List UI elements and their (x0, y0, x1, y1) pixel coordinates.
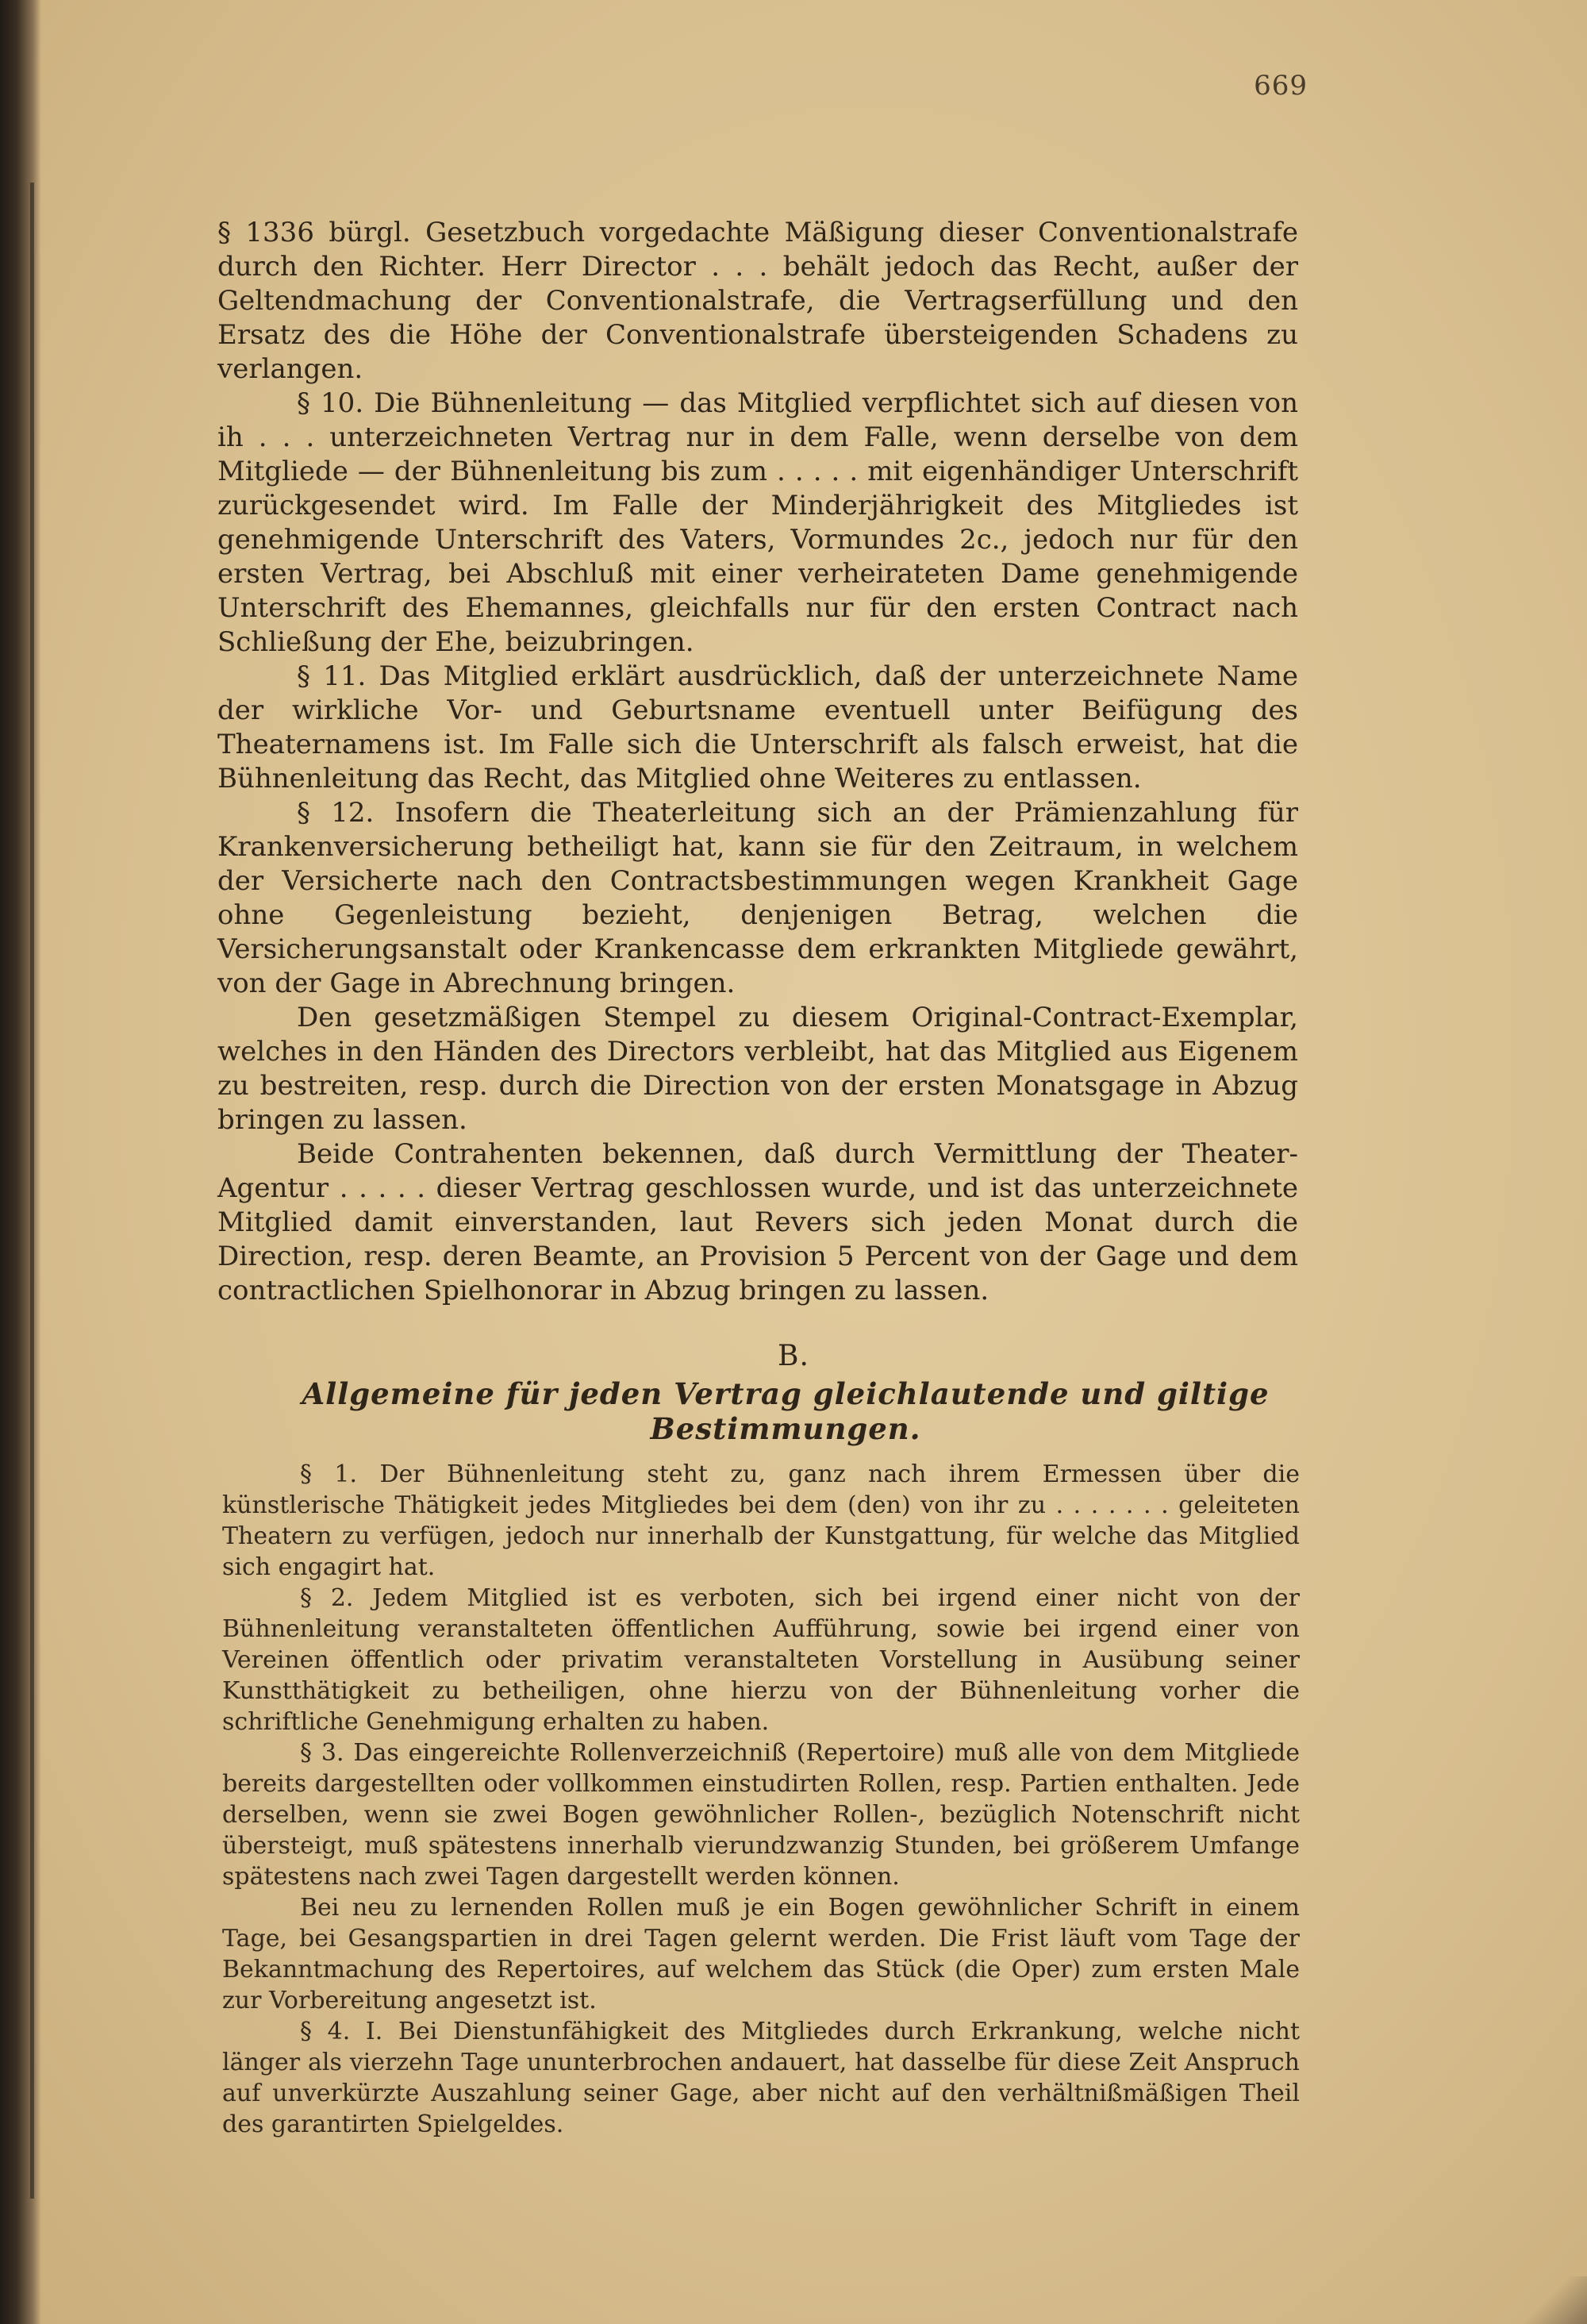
general-provisions-part-b (222, 1459, 1300, 2140)
paragraph-b-section-1: § 1. Der Bühnenleitung steht zu, ganz nach ihrem Ermessen über die künstlerische Thätigkeit jedes Mitgliedes bei dem (den) von ihr zu . . . . . . . geleiteten Theatern zu verfügen, jedoch nur innerhalb der Kunstgattung, für welche das Mitglied sich engagirt hat. (222, 1460, 1300, 1581)
paragraph-section-10: § 10. Die Bühnenleitung — das Mitglied verpflichtet sich auf diesen von ih . . . unterzeichneten Vertrag nur in dem Falle, wenn derselbe von dem Mitgliede — der Bühnenleitung bis zum . . . . . mit eigenhändiger Unterschrift zurückgesendet wird. Im Falle der Minderjährigkeit des Mitgliedes ist genehmigende Unterschrift des Vaters, Vormundes 2c., jedoch nur für den ersten Vertrag, bei Abschluß mit einer verheirateten Dame genehmigende Unterschrift des Ehemannes, gleichfalls nur für den ersten Contract nach Schließung der Ehe, beizubringen. (217, 387, 1298, 658)
contract-clauses-part-a (217, 216, 1298, 1308)
paragraph-b-section-3: § 3. Das eingereichte Rollenverzeichniß (Repertoire) muß alle von dem Mitgliede bereits dargestellten oder vollkommen einstudirten Rollen, resp. Partien enthalten. Jede derselben, wenn sie zwei Bogen gewöhnlicher Rollen-, bezüglich Notenschrift nicht übersteigt, muß spätestens innerhalb vierundzwanzig Stunden, bei größerem Umfange spätestens nach zwei Tagen dargestellt werden können. (222, 1739, 1300, 1891)
page-number: 669 (1254, 70, 1308, 102)
page-corner-shadow (1524, 2276, 1587, 2324)
paragraph-agency-commission: Beide Contrahenten bekennen, daß durch Vermittlung der Theater-Agentur . . . . . dieser Vertrag geschlossen wurde, und ist das unterzeichnete Mitglied damit einverstanden, laut Revers sich jeden Monat durch die Direction, resp. deren Beamte, an Provision 5 Percent von der Gage und dem contractlichen Spielhonorar in Abzug bringen zu lassen. (217, 1138, 1298, 1306)
paragraph-b-section-4: § 4. I. Bei Dienstunfähigkeit des Mitgliedes durch Erkrankung, welche nicht länger als vierzehn Tage ununterbrochen andauert, hat dasselbe für diese Zeit Anspruch auf unverkürzte Auszahlung seiner Gage, aber nicht auf den verhältnißmäßigen Theil des garantirten Spielgeldes. (222, 2018, 1300, 2138)
paragraph-b-section-2: § 2. Jedem Mitglied ist es verboten, sich bei irgend einer nicht von der Bühnenleitung veranstalteten öffentlichen Aufführung, sowie bei irgend einer von Vereinen öffentlich oder privatim veranstalteten Vorstellung in Ausübung seiner Kunstthätigkeit zu betheiligen, ohne hierzu von der Bühnenleitung vorher die schriftliche Genehmigung erhalten zu haben. (222, 1584, 1300, 1736)
binding-shadow-line (30, 183, 34, 2199)
paragraph-continuation: § 1336 bürgl. Gesetzbuch vorgedachte Mäßigung dieser Conventionalstrafe durch den Richter. Herr Director . . . behält jedoch das Recht, außer der Geltendmachung der Conventionalstrafe, die Vertragserfüllung und den Ersatz des die Höhe der Conventionalstrafe übersteigenden Schadens zu verlangen. (217, 217, 1298, 385)
section-title: Allgemeine für jeden Vertrag gleichlautende und giltige Bestimmungen. (302, 1376, 1270, 1446)
paragraph-section-11: § 11. Das Mitglied erklärt ausdrücklich, daß der unterzeichnete Name der wirkliche Vor- und Geburtsname eventuell unter Beifügung des Theaternamens ist. Im Falle sich die Unterschrift als falsch erweist, hat die Bühnenleitung das Recht, das Mitglied ohne Weiteres zu entlassen. (217, 660, 1298, 795)
paragraph-b-learning-roles: Bei neu zu lernenden Rollen muß je ein Bogen gewöhnlicher Schrift in einem Tage, bei Gesangspartien in drei Tagen gelernt werden. Die Frist läuft vom Tage der Bekanntmachung des Repertoires, auf welchem das Stück (die Oper) zum ersten Male zur Vorbereitung angesetzt ist. (222, 1894, 1300, 2014)
paragraph-stamp-duty: Den gesetzmäßigen Stempel zu diesem Original-Contract-Exemplar, welches in den Händen des Directors verbleibt, hat das Mitglied aus Eigenem zu bestreiten, resp. durch die Direction von der ersten Monatsgage in Abzug bringen zu lassen. (217, 1002, 1298, 1136)
book-binding-edge (0, 0, 41, 2324)
paragraph-section-12: § 12. Insofern die Theaterleitung sich an der Prämienzahlung für Krankenversicherung betheiligt hat, kann sie für den Zeitraum, in welchem der Versicherte nach den Contractsbestimmungen wegen Krankheit Gage ohne Gegenleistung bezieht, denjenigen Betrag, welchen die Versicherungsanstalt oder Krankencasse dem erkrankten Mitgliede gewährt, von der Gage in Abrechnung bringen. (217, 797, 1298, 999)
section-letter: B. (778, 1340, 809, 1372)
